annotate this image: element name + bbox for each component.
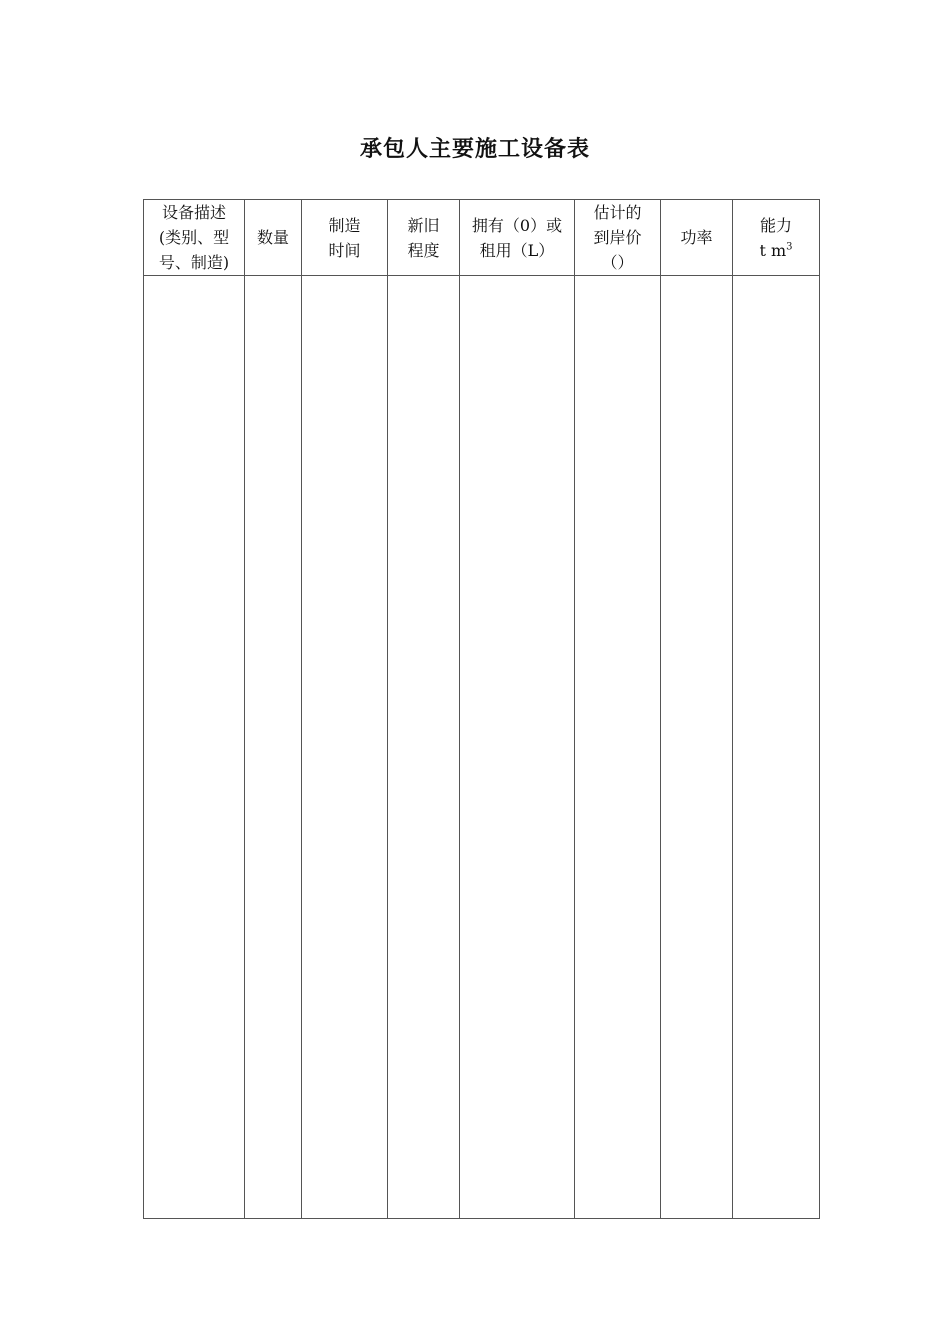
capacity-unit: t m bbox=[759, 240, 787, 260]
header-capacity: 能力 t $m^3$ bbox=[733, 200, 820, 276]
table-cell-capacity[interactable] bbox=[733, 276, 820, 1219]
header-condition: 新旧 程度 bbox=[388, 200, 460, 276]
header-equipment-description: 设备描述 (类别、型 号、制造) bbox=[144, 200, 245, 276]
table-cell-estimated-price[interactable] bbox=[575, 276, 661, 1219]
table-row bbox=[144, 276, 820, 1219]
table-cell-manufacture-date[interactable] bbox=[302, 276, 388, 1219]
page-title: 承包人主要施工设备表 bbox=[359, 137, 590, 162]
equipment-table bbox=[143, 199, 820, 1219]
header-estimated-cif-price: 估计的 到岸价 （） bbox=[575, 200, 661, 276]
header-manufacture-date: 制造 时间 bbox=[302, 200, 388, 276]
cubic-superscript: 3 bbox=[786, 241, 793, 253]
table-header-row bbox=[144, 200, 820, 276]
table-cell-condition[interactable] bbox=[388, 276, 460, 1219]
header-owned-or-leased: 拥有（0）或 租用（L） bbox=[460, 200, 575, 276]
table-cell-description[interactable] bbox=[144, 276, 245, 1219]
header-quantity: 数量 bbox=[245, 200, 302, 276]
table-cell-owned-or-leased[interactable] bbox=[460, 276, 575, 1219]
header-power: 功率 bbox=[661, 200, 733, 276]
table-cell-quantity[interactable] bbox=[245, 276, 302, 1219]
table-cell-power[interactable] bbox=[661, 276, 733, 1219]
